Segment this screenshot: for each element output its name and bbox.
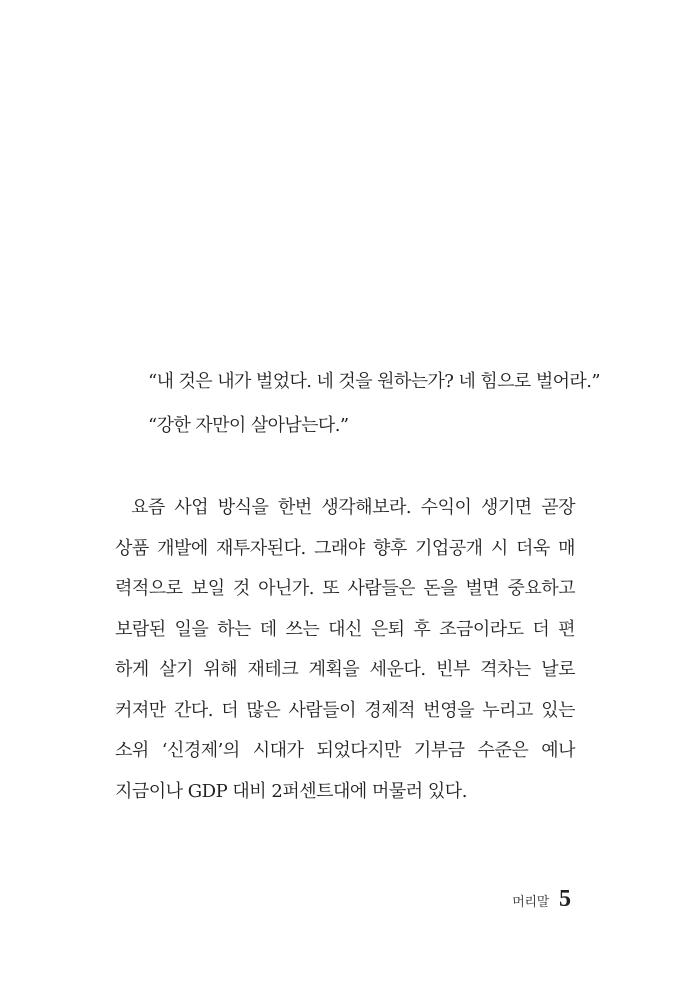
paragraph-line-6: 커져만 간다. 더 많은 사람들이 경제적 번영을 누리고 있는 [115,699,575,721]
running-head: 머리말 [512,895,549,910]
paragraph-line-5: 하게 살기 위해 재테크 계획을 세운다. 빈부 격차는 날로 [115,659,575,680]
quote-1: “내 것은 내가 벌었다. 네 것을 원하는가? 네 힘으로 벌어라.” [148,371,600,392]
page-number: 5 [559,886,571,912]
paragraph-line-4: 보람된 일을 하는 데 쓰는 대신 은퇴 후 조금이라도 더 편 [115,618,575,640]
paragraph-line-1: 요즘 사업 방식을 한번 생각해보라. 수익이 생기면 곧장 [131,497,575,518]
paragraph-line-7: 소위 ‘신경제’의 시대가 되었다지만 기부금 수준은 예나 [115,740,575,761]
paragraph-line-8: 지금이나 GDP 대비 2퍼센트대에 머물러 있다. [115,780,467,802]
paragraph-line-3: 력적으로 보일 것 아닌가. 또 사람들은 돈을 벌면 중요하고 [115,578,575,599]
body-paragraph [115,495,575,819]
paragraph-line-2: 상품 개발에 재투자된다. 그래야 향후 기업공개 시 더욱 매 [115,537,575,559]
page-footer [512,886,571,913]
quote-2: “강한 자만이 살아남는다.” [148,415,349,436]
